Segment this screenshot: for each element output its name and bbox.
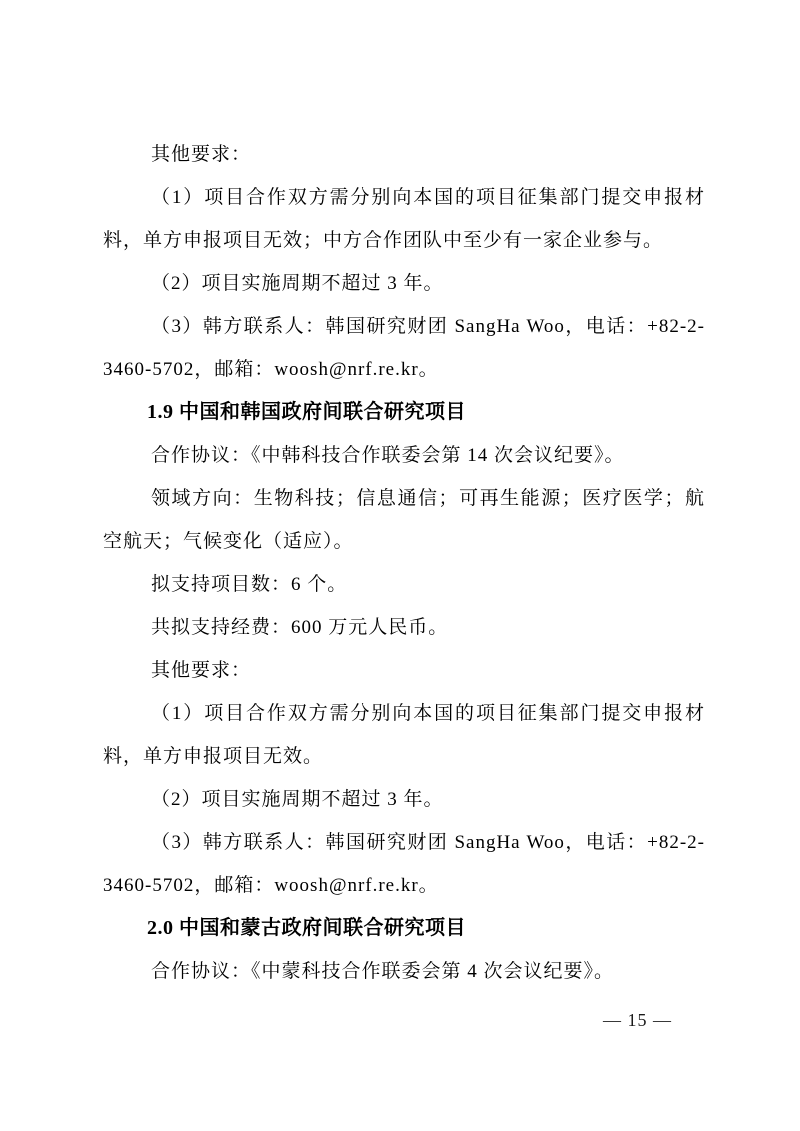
body-paragraph: （1）项目合作双方需分别向本国的项目征集部门提交申报材料，单方申报项目无效。 [103,703,705,767]
body-paragraph: 拟支持项目数：6 个。 [151,574,348,595]
body-paragraph: 其他要求： [151,144,252,165]
body-paragraph: 共拟支持经费：600 万元人民币。 [151,617,449,638]
section-heading: 2.0 中国和蒙古政府间联合研究项目 [147,917,466,939]
body-paragraph: （2）项目实施周期不超过 3 年。 [151,273,444,294]
body-paragraph: 领域方向：生物科技；信息通信；可再生能源；医疗医学；航空航天；气候变化（适应）。 [103,488,705,552]
body-paragraph: 其他要求： [151,660,252,681]
body-paragraph: （1）项目合作双方需分别向本国的项目征集部门提交申报材料，单方申报项目无效；中方合作团队中至少有一家企业参与。 [103,187,705,251]
body-paragraph: （3）韩方联系人：韩国研究财团 SangHa Woo，电话：+82-2-3460-5702，邮箱：woosh@nrf.re.kr。 [103,832,705,896]
section-heading: 1.9 中国和韩国政府间联合研究项目 [147,401,466,423]
body-paragraph: （3）韩方联系人：韩国研究财团 SangHa Woo，电话：+82-2-3460-5702，邮箱：woosh@nrf.re.kr。 [103,316,705,380]
page-number: — 15 — [603,1010,672,1030]
document-content [103,133,705,993]
body-paragraph: 合作协议：《中蒙科技合作联委会第 4 次会议纪要》。 [151,961,615,982]
body-paragraph: 合作协议：《中韩科技合作联委会第 14 次会议纪要》。 [151,445,625,466]
body-paragraph: （2）项目实施周期不超过 3 年。 [151,789,444,810]
